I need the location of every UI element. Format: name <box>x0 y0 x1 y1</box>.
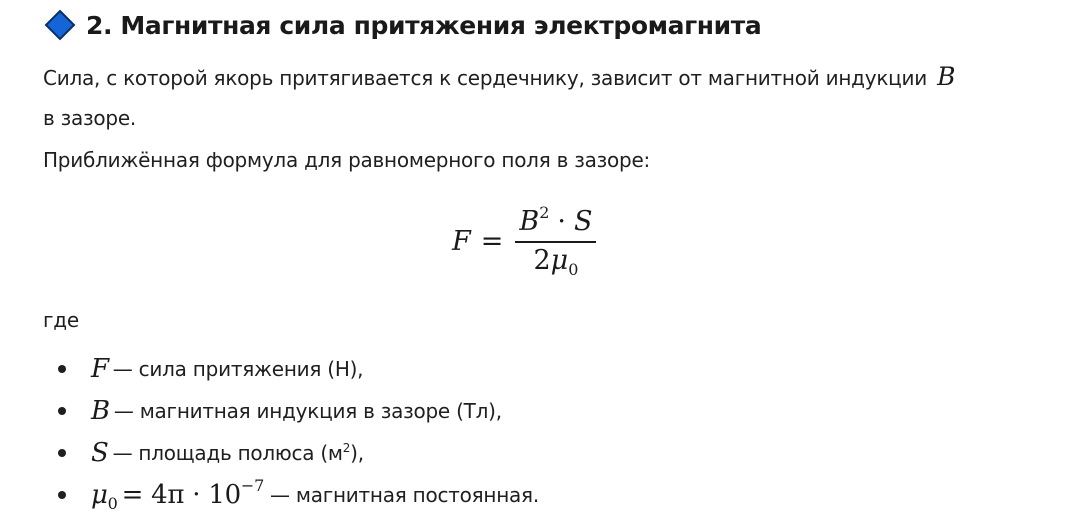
item-text: — магнитная индукция в зазоре (Тл), <box>113 399 502 423</box>
mu-subscript: 0 <box>107 494 118 513</box>
formula-lhs: F <box>452 225 471 257</box>
item-symbol-mu <box>91 480 118 513</box>
item-text <box>113 441 364 465</box>
bullet-icon <box>58 407 66 415</box>
item-symbol: B <box>91 396 110 426</box>
intro-paragraph-line1 <box>43 62 955 91</box>
section-title: 2. Магнитная сила притяжения электромагнита <box>86 10 762 40</box>
mu-expression-exponent: −7 <box>240 476 264 495</box>
mu-expression <box>121 476 264 510</box>
bullet-icon <box>58 491 66 499</box>
denominator-coef: 2 <box>533 244 551 276</box>
item-text: — сила притяжения (Н), <box>112 357 364 381</box>
induction-symbol: B <box>937 62 956 91</box>
formula-intro <box>43 148 650 172</box>
mu-expression-base: = 4π · 10 <box>121 480 241 510</box>
force-formula <box>452 200 596 282</box>
formula-fraction <box>515 203 596 279</box>
formula-equals: = <box>480 225 504 257</box>
item-text-after: ), <box>350 441 364 465</box>
unit-superscript: 2 <box>342 441 351 455</box>
bullet-icon <box>58 365 66 373</box>
list-item <box>58 474 958 516</box>
section-heading <box>44 6 761 44</box>
list-item <box>58 348 958 390</box>
list-item <box>58 432 958 474</box>
bullet-icon <box>58 449 66 457</box>
denominator-mu: μ <box>550 244 569 276</box>
intro-text-continuation: в зазоре. <box>43 106 137 130</box>
intro-text: Сила, с которой якорь притягивается к сердечнику, зависит от магнитной индукции <box>43 66 928 90</box>
numerator-dot: · <box>557 206 566 238</box>
mu-letter: μ <box>91 480 108 510</box>
where-label <box>43 308 79 332</box>
intro-paragraph-line2 <box>43 106 136 130</box>
item-text: — магнитная постоянная. <box>270 483 539 507</box>
fraction-denominator <box>533 243 579 279</box>
item-text-before: — площадь полюса (м <box>112 441 343 465</box>
blue-diamond-icon <box>44 9 76 41</box>
item-symbol: F <box>91 354 109 384</box>
numerator-B: B <box>519 206 540 238</box>
where-text: где <box>43 308 79 332</box>
numerator-exponent: 2 <box>539 203 550 223</box>
variable-list <box>58 348 958 516</box>
list-item <box>58 390 958 432</box>
formula-intro-text: Приближённая формула для равномерного поля в зазоре: <box>43 148 650 172</box>
item-symbol: S <box>91 438 109 468</box>
denominator-subscript: 0 <box>568 259 579 279</box>
numerator-S: S <box>573 206 593 238</box>
fraction-numerator <box>515 203 596 241</box>
